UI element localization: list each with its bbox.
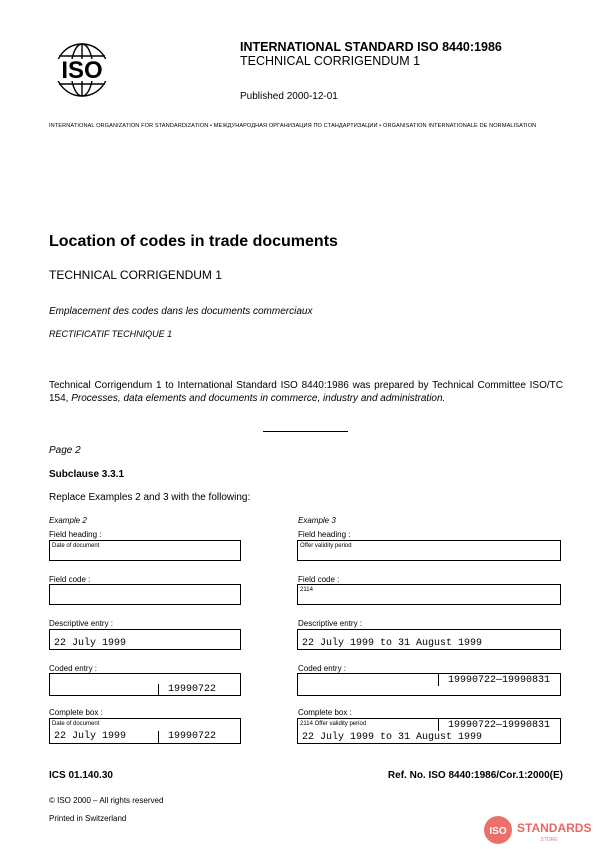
example3-field-code-box bbox=[297, 584, 561, 605]
svg-text:STORE: STORE bbox=[540, 837, 558, 843]
example2-coded-label: Coded entry : bbox=[49, 664, 98, 673]
example2-complete-coded: 19990722 bbox=[168, 731, 217, 742]
corrigendum-number: TECHNICAL CORRIGENDUM 1 bbox=[240, 54, 421, 68]
copyright-notice: © ISO 2000 – All rights reserved bbox=[49, 796, 164, 805]
page-reference: Page 2 bbox=[49, 445, 81, 456]
example3-field-heading-value: Offer validity period bbox=[300, 543, 352, 549]
example2-complete-heading: Date of document bbox=[52, 721, 100, 727]
example2-complete-separator bbox=[158, 731, 159, 743]
example3-complete-separator bbox=[438, 719, 439, 731]
example3-descriptive-box bbox=[297, 629, 561, 650]
example3-complete-heading: 2114 Offer validity period bbox=[300, 721, 367, 727]
example3-coded-box bbox=[297, 673, 561, 696]
example3-field-code-value: 2114 bbox=[300, 587, 313, 593]
example3-coded-value: 19990722—19990831 bbox=[448, 675, 551, 686]
example3-coded-separator bbox=[438, 674, 439, 686]
example3-field-heading-label: Field heading : bbox=[298, 530, 351, 539]
example2-descriptive-label: Descriptive entry : bbox=[49, 619, 114, 628]
document-title: Location of codes in trade documents bbox=[49, 233, 338, 250]
example2-field-heading-label: Field heading : bbox=[49, 530, 102, 539]
published-date: Published 2000-12-01 bbox=[240, 91, 338, 102]
organization-line: INTERNATIONAL ORGANIZATION FOR STANDARDIZATION • МЕЖДУНАРОДНАЯ ОРГАНИЗАЦИЯ ПО СТАНДАРТИЗАЦИИ • ORGANISATION INTERNATIONALE DE NORMALISATION bbox=[49, 123, 537, 129]
example2-coded-value: 19990722 bbox=[168, 684, 217, 695]
example2-coded-box bbox=[49, 673, 241, 696]
replace-instruction: Replace Examples 2 and 3 with the following: bbox=[49, 492, 251, 503]
ics-code: ICS 01.140.30 bbox=[49, 770, 113, 781]
example2-coded-separator bbox=[158, 684, 159, 696]
example3-label: Example 3 bbox=[298, 516, 336, 525]
example2-complete-descriptive: 22 July 1999 bbox=[54, 731, 127, 742]
reference-number: Ref. No. ISO 8440:1986/Cor.1:2000(E) bbox=[387, 770, 563, 781]
example2-field-heading-value: Date of document bbox=[52, 543, 100, 549]
intro-paragraph: Technical Corrigendum 1 to International Standard ISO 8440:1986 was prepared by Technical Committee ISO/TC 154, Processes, data elements and documents in commerce, industry and administration. bbox=[49, 380, 563, 404]
example2-label: Example 2 bbox=[49, 516, 87, 525]
example2-complete-label: Complete box : bbox=[49, 708, 103, 717]
standard-number: INTERNATIONAL STANDARD ISO 8440:1986 bbox=[240, 40, 502, 54]
example3-complete-label: Complete box : bbox=[298, 708, 352, 717]
example2-field-heading-box bbox=[49, 540, 241, 561]
example3-field-code-label: Field code : bbox=[298, 575, 340, 584]
french-tc-label: RECTIFICATIF TECHNIQUE 1 bbox=[49, 329, 173, 339]
svg-text:ISO: ISO bbox=[489, 826, 507, 837]
svg-text:ISO: ISO bbox=[61, 57, 103, 84]
example3-coded-label: Coded entry : bbox=[298, 664, 347, 673]
example3-descriptive-label: Descriptive entry : bbox=[298, 619, 363, 628]
example3-field-heading-box bbox=[297, 540, 561, 561]
example3-complete-box bbox=[297, 718, 561, 744]
example2-field-code-label: Field code : bbox=[49, 575, 91, 584]
iso-logo bbox=[47, 42, 117, 98]
printed-location: Printed in Switzerland bbox=[49, 814, 127, 823]
example3-descriptive-value: 22 July 1999 to 31 August 1999 bbox=[302, 638, 483, 649]
example2-field-code-box bbox=[49, 584, 241, 605]
example2-descriptive-value: 22 July 1999 bbox=[54, 638, 127, 649]
subclause-heading: Subclause 3.3.1 bbox=[49, 469, 125, 480]
section-divider bbox=[263, 431, 348, 432]
example2-descriptive-box bbox=[49, 629, 241, 650]
example3-complete-coded: 19990722—19990831 bbox=[448, 720, 551, 731]
example2-complete-box bbox=[49, 718, 241, 744]
svg-text:STANDARDS: STANDARDS bbox=[517, 821, 592, 835]
french-title: Emplacement des codes dans les documents commerciaux bbox=[49, 306, 313, 317]
iso-standards-store-logo bbox=[483, 815, 593, 845]
example3-complete-descriptive: 22 July 1999 to 31 August 1999 bbox=[302, 732, 483, 743]
tc-label: TECHNICAL CORRIGENDUM 1 bbox=[49, 268, 222, 282]
